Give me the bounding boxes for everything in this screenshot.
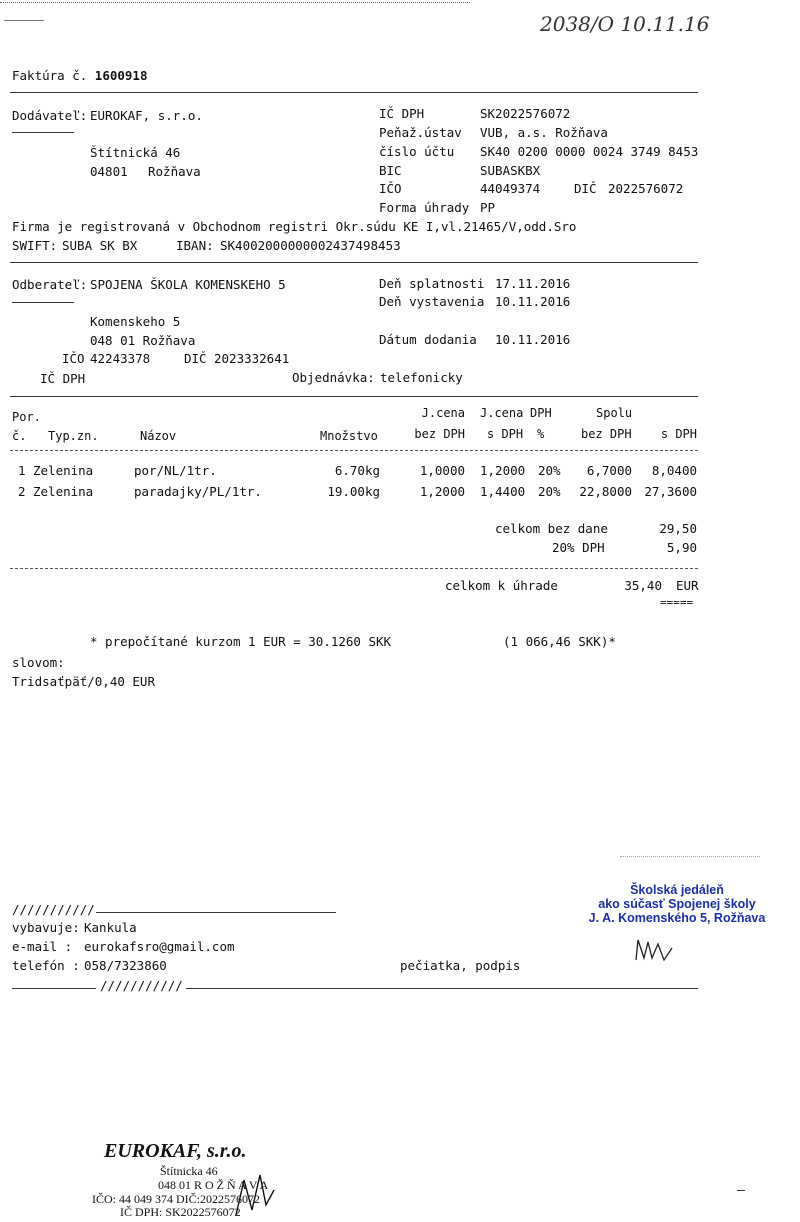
col-header-c: č. xyxy=(12,429,27,443)
col-header-spolu-bez: bez DPH xyxy=(581,427,632,441)
table-header-divider xyxy=(10,450,698,451)
supplier-city: Rožňava xyxy=(148,164,201,179)
invoice-label: Faktúra č. xyxy=(12,68,88,83)
customer-icdph-label: IČ DPH xyxy=(40,371,86,386)
footer-line xyxy=(12,988,96,989)
payment-value: PP xyxy=(480,200,496,215)
due-date-value: 17.11.2016 xyxy=(495,276,571,291)
col-header-dph-1: DPH xyxy=(530,406,552,420)
swift-label: SWIFT: xyxy=(12,238,58,253)
customer-ico-value: 42243378 xyxy=(90,351,151,366)
row-dph: 20% xyxy=(538,463,561,478)
seal-street: Štítnicka 46 xyxy=(160,1164,218,1178)
phone-value: 058/7323860 xyxy=(84,958,167,973)
payment-label: Forma úhrady xyxy=(379,200,470,215)
school-stamp-line3: J. A. Komenského 5, Rožňava xyxy=(588,911,766,925)
footer-slashes-bottom: /////////// xyxy=(100,978,183,993)
bank-label: Peňaž.ústav xyxy=(379,125,462,140)
customer-label: Odberateľ: xyxy=(12,277,88,292)
supplier-label: Dodávateľ: xyxy=(12,108,88,123)
seal-signature xyxy=(230,1160,280,1220)
customer-city: 048 01 Rožňava xyxy=(90,333,196,348)
row-jcena-bez: 1,0000 xyxy=(419,463,465,478)
issue-date-label: Deň vystavenia xyxy=(379,294,485,309)
handwritten-note: 2038/O 10.11.16 xyxy=(540,12,710,36)
row-spolu-bez: 22,8000 xyxy=(579,484,632,499)
row-por: 1 xyxy=(18,463,26,478)
col-header-spolu-s: s DPH xyxy=(660,427,697,441)
customer-name: SPOJENA ŠKOLA KOMENSKEHO 5 xyxy=(90,277,286,292)
supplier-name: EUROKAF, s.r.o. xyxy=(90,108,203,123)
divider xyxy=(10,92,698,93)
scan-mark xyxy=(4,20,44,21)
row-por: 2 xyxy=(18,484,26,499)
row-typ: Zelenina xyxy=(33,463,94,478)
seal-ids: IČO: 44 049 374 DIČ:2022576072 xyxy=(92,1192,260,1206)
col-header-typ: Typ.zn. xyxy=(48,429,99,443)
divider xyxy=(10,262,698,263)
row-jcena-s: 1,4400 xyxy=(480,484,526,499)
email-value: eurokafsro@gmail.com xyxy=(84,939,235,954)
total-vat-value: 5,90 xyxy=(666,540,697,555)
dic-value: 2022576072 xyxy=(608,181,684,196)
col-header-jcena-s-2: s DPH xyxy=(487,427,524,441)
customer-street: Komenskeho 5 xyxy=(90,314,181,329)
words-label: slovom: xyxy=(12,655,65,670)
signature-label: pečiatka, podpis xyxy=(400,958,521,973)
col-header-jcena-bez-2: bez DPH xyxy=(414,427,465,441)
customer-ico-label: IČO xyxy=(62,351,85,366)
due-date-label: Deň splatnosti xyxy=(379,276,485,291)
invoice-number: 1600918 xyxy=(94,68,148,83)
row-spolu-bez: 6,7000 xyxy=(586,463,632,478)
ic-dph-label: IČ DPH xyxy=(379,106,425,121)
stamp-speckle xyxy=(620,856,760,867)
ico-value: 44049374 xyxy=(480,181,541,196)
issuer-value: Kankula xyxy=(84,920,137,935)
row-jcena-s: 1,2000 xyxy=(480,463,526,478)
divider xyxy=(10,396,698,397)
grand-total-currency: EUR xyxy=(676,578,699,593)
row-nazov: por/NL/1tr. xyxy=(134,463,217,478)
row-spolu-s: 8,0400 xyxy=(651,463,697,478)
total-vat-label: 20% DPH xyxy=(552,540,605,555)
footer-slashes-top: /////////// xyxy=(12,902,95,917)
bic-value: SUBASKBX xyxy=(480,163,541,178)
row-jcena-bez: 1,2000 xyxy=(419,484,465,499)
row-dph: 20% xyxy=(538,484,561,499)
supplier-street: Štítnická 46 xyxy=(90,145,181,160)
conversion-skk: (1 066,46 SKK)* xyxy=(503,634,616,649)
supplier-zip: 04801 xyxy=(90,164,128,179)
delivery-date-label: Dátum dodania xyxy=(379,332,477,347)
ic-dph-value: SK2022576072 xyxy=(480,106,571,121)
col-header-por: Por. xyxy=(12,410,41,424)
col-header-mnozstvo: Množstvo xyxy=(320,429,378,443)
school-stamp-line1: Školská jedáleň xyxy=(630,883,724,897)
row-spolu-s: 27,3600 xyxy=(644,484,697,499)
footer-line xyxy=(96,912,336,913)
totals-divider xyxy=(10,568,698,569)
dic-label: DIČ xyxy=(574,181,597,196)
registry-text: Firma je registrovaná v Obchodnom registri Okr.súdu KE I,vl.21465/V,odd.Sro xyxy=(12,219,577,234)
scan-edge xyxy=(0,2,470,3)
school-stamp-line2: ako súčasť Spojenej školy xyxy=(598,897,756,911)
col-header-spolu: Spolu xyxy=(596,406,633,420)
ico-label: IČO xyxy=(379,181,402,196)
footer-line xyxy=(186,988,698,989)
grand-total-value: 35,40 xyxy=(624,578,662,593)
total-base-label: celkom bez dane xyxy=(495,521,608,536)
iban-value: SK4002000000002437498453 xyxy=(220,238,401,253)
customer-dic-value: 2023332641 xyxy=(214,351,290,366)
issuer-label: vybavuje: xyxy=(12,920,80,935)
customer-underline xyxy=(12,302,74,303)
seal-icdph: IČ DPH: SK2022576072 xyxy=(120,1205,241,1219)
bic-label: BIC xyxy=(379,163,402,178)
seal-company-name: EUROKAF, s.r.o. xyxy=(104,1140,247,1162)
row-mnozstvo: 19.00kg xyxy=(327,484,380,499)
scan-mark xyxy=(737,1190,745,1191)
signature-scribble xyxy=(630,930,680,970)
grand-total-label: celkom k úhrade xyxy=(445,578,558,593)
school-stamp xyxy=(572,883,782,925)
col-header-jcena-bez-1: J.cena xyxy=(421,406,465,420)
iban-label: IBAN: xyxy=(176,238,214,253)
total-base-value: 29,50 xyxy=(659,521,697,536)
col-header-dph-2: % xyxy=(537,427,545,441)
row-nazov: paradajky/PL/1tr. xyxy=(134,484,262,499)
account-value: SK40 0200 0000 0024 3749 8453 xyxy=(480,144,699,159)
col-header-jcena-s-1: J.cena xyxy=(480,406,524,420)
order-label: Objednávka: xyxy=(292,370,375,385)
bank-value: VUB, a.s. Rožňava xyxy=(480,125,608,140)
issue-date-value: 10.11.2016 xyxy=(495,294,571,309)
col-header-nazov: Názov xyxy=(140,429,177,443)
swift-value: SUBA SK BX xyxy=(62,238,138,253)
seal-city: 048 01 R O Ž Ň A V A xyxy=(158,1178,269,1192)
phone-label: telefón : xyxy=(12,958,80,973)
words-value: Tridsaťpäť/0,40 EUR xyxy=(12,674,155,689)
delivery-date-value: 10.11.2016 xyxy=(495,332,571,347)
email-label: e-mail : xyxy=(12,939,73,954)
invoice-title xyxy=(12,68,147,83)
account-label: číslo účtu xyxy=(379,144,455,159)
order-value: telefonicky xyxy=(380,370,463,385)
conversion-text: * prepočítané kurzom 1 EUR = 30.1260 SKK xyxy=(90,634,392,649)
grand-total-underline: ===== xyxy=(660,596,694,609)
supplier-underline xyxy=(12,132,74,133)
customer-dic-label: DIČ xyxy=(184,351,207,366)
row-typ: Zelenina xyxy=(33,484,94,499)
row-mnozstvo: 6.70kg xyxy=(334,463,380,478)
